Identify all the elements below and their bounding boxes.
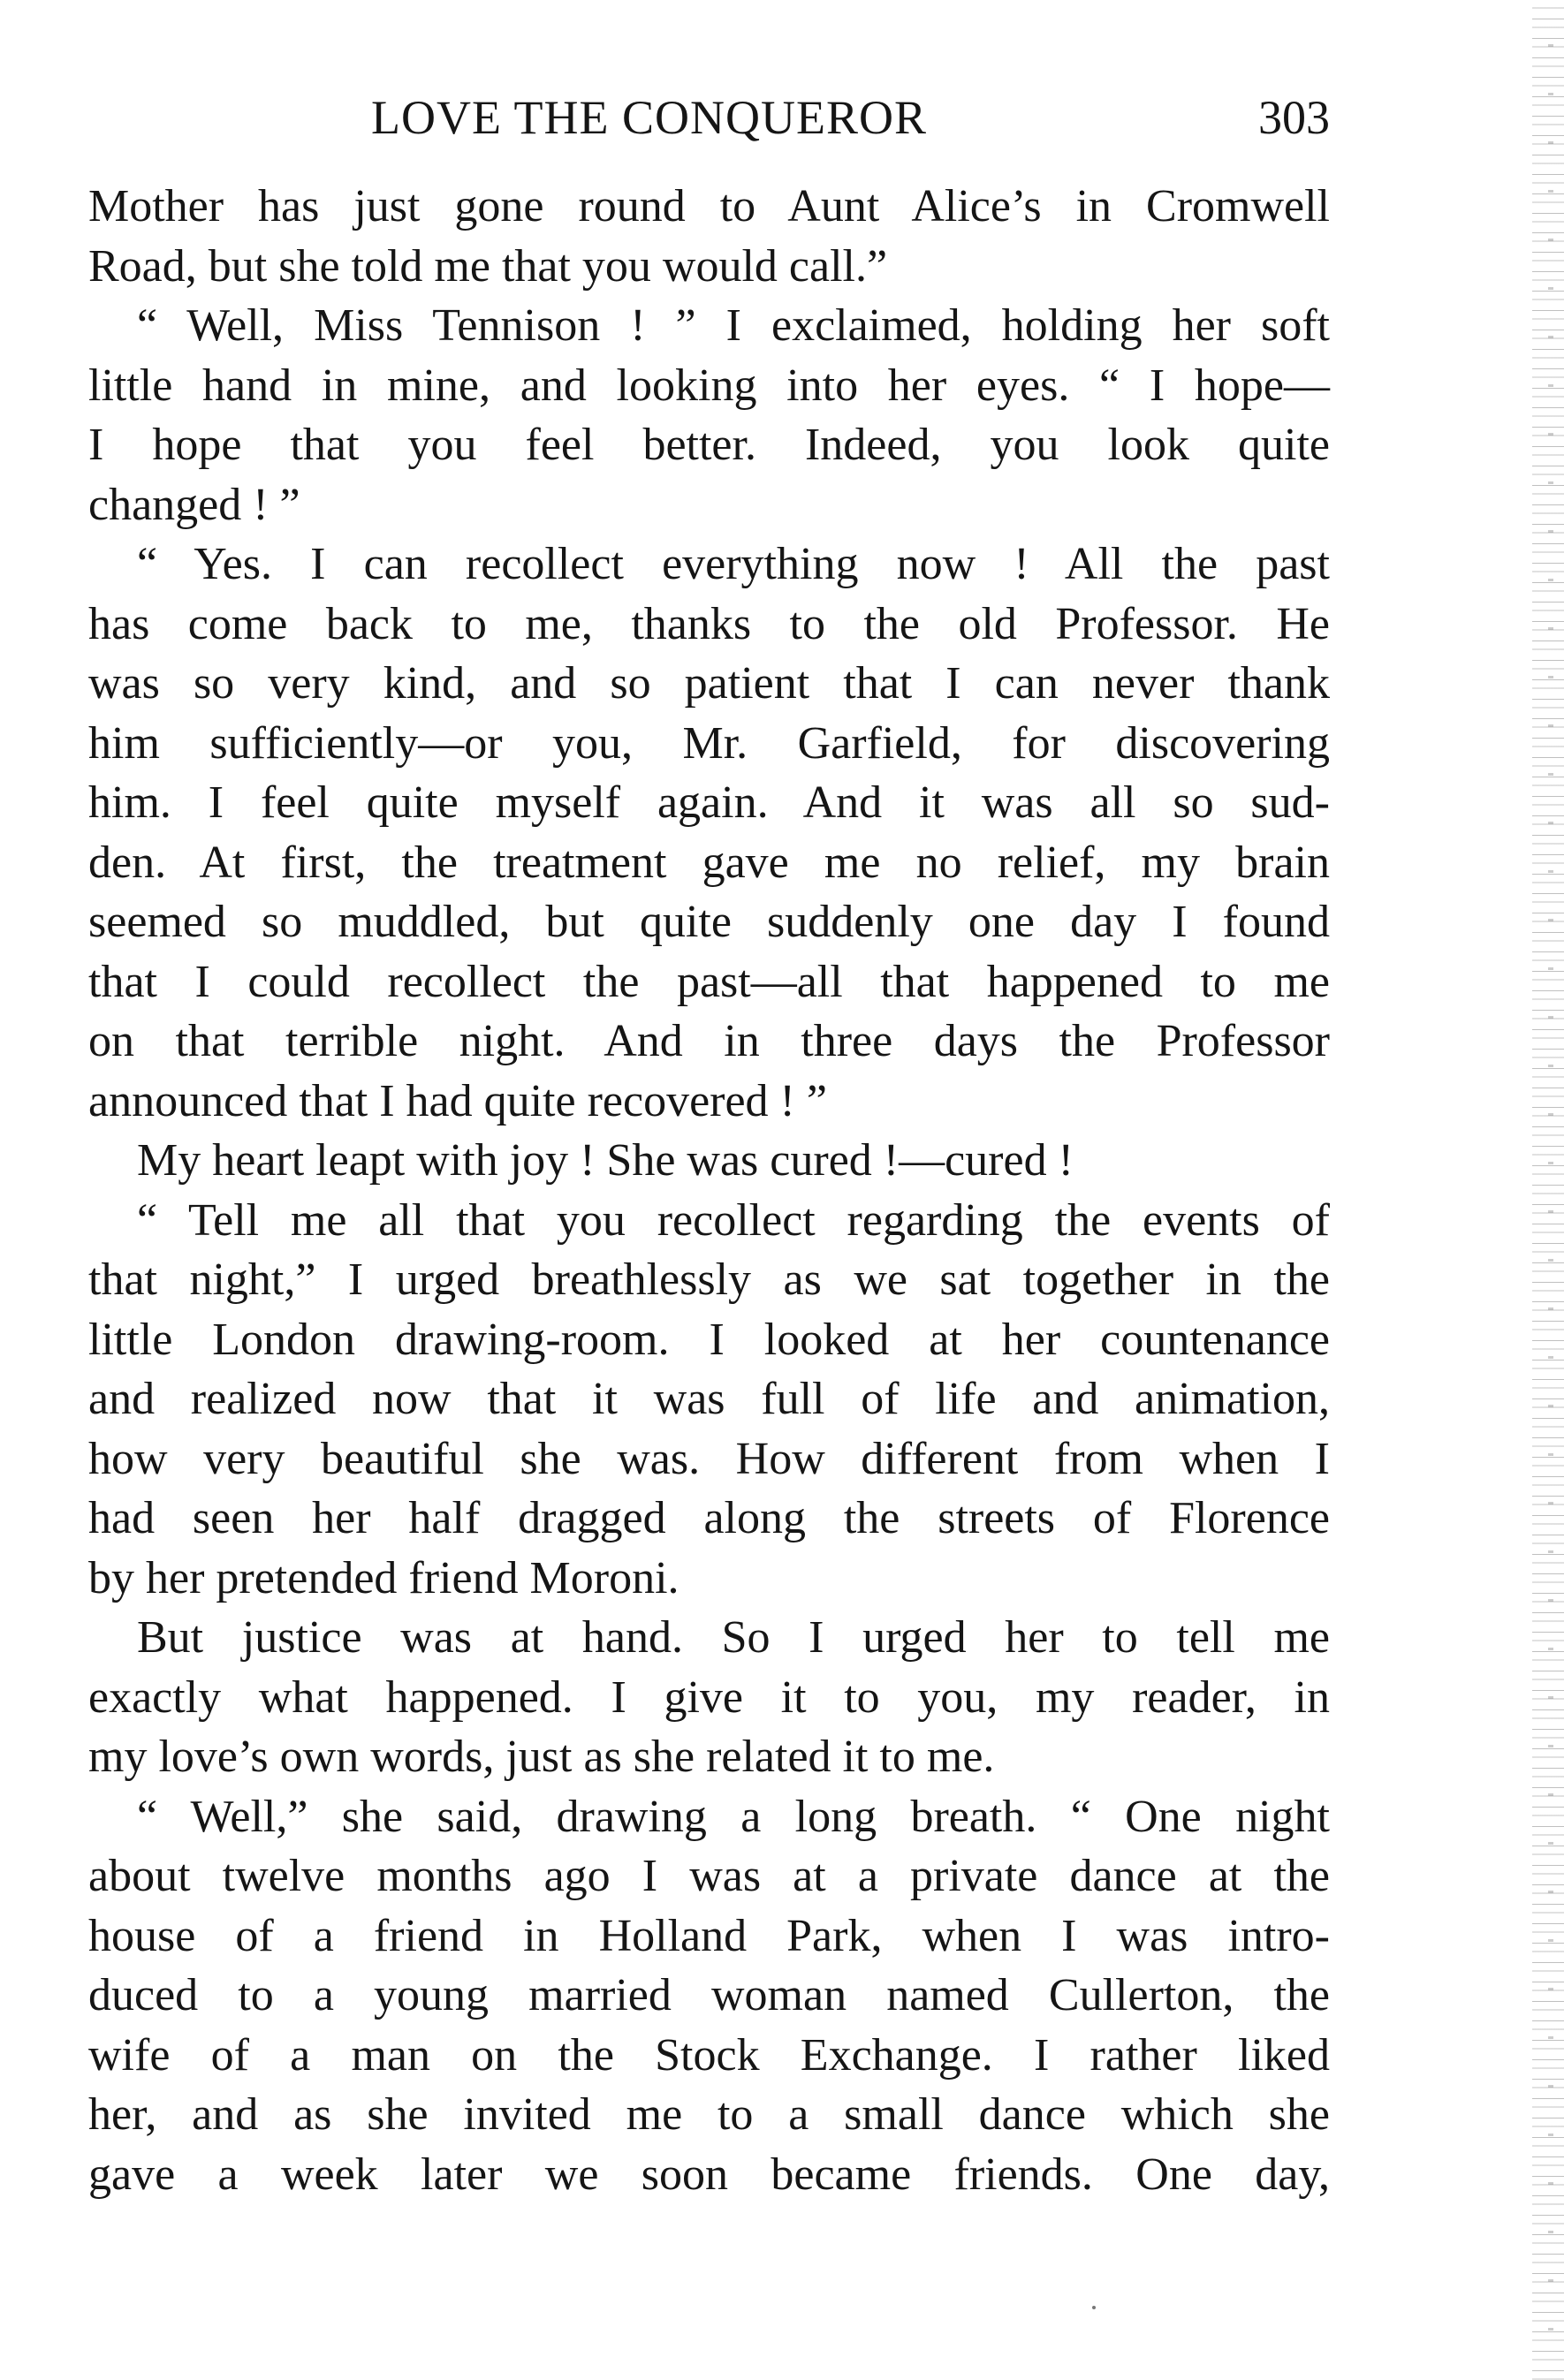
text-line: him. I feel quite myself again. And it was all so sud- [88,777,1330,828]
text-line: that I could recollect the past—all that happened to me [88,956,1330,1007]
text-line: Mother has just gone round to Aunt Alice’s in Cromwell [88,181,1330,231]
text-line: gave a week later we soon became friends. One day, [88,2149,1330,2200]
text-line: him sufficiently—or you, Mr. Garfield, for discovering [88,717,1330,769]
text-line: seemed so muddled, but quite suddenly one day I found [88,897,1330,947]
text-line: My heart leapt with joy ! She was cured !—cured ! [137,1135,1074,1186]
text-line: “ Tell me all that you recollect regarding the events of [137,1194,1330,1246]
text-line: little hand in mine, and looking into her eyes. “ I hope— [88,360,1330,411]
text-line: “ Yes. I can recollect everything now ! All the past [137,539,1330,589]
text-line: exactly what happened. I give it to you, my reader, in [88,1671,1330,1723]
body-text [88,177,1330,2204]
text-line: But justice was at hand. So I urged her to tell me [137,1612,1330,1663]
text-line: “ Well, Miss Tennison ! ” I exclaimed, holding her soft [137,300,1330,351]
text-line: house of a friend in Holland Park, when I was intro- [88,1910,1330,1961]
text-line: my love’s own words, just as she related it to me. [88,1732,995,1782]
running-title: LOVE THE CONQUEROR [371,91,927,144]
ink-speck [1092,2306,1096,2309]
text-line: announced that I had quite recovered ! ” [88,1075,827,1126]
text-line: has come back to me, thanks to the old Professor. He [88,598,1330,649]
text-line: her, and as she invited me to a small dance which she [88,2089,1330,2140]
text-line: had seen her half dragged along the streets of Florence [88,1493,1330,1543]
text-line: on that terrible night. And in three days the Professor [88,1016,1330,1066]
text-line: about twelve months ago I was at a private dance at the [88,1851,1330,1901]
text-line: by her pretended friend Moroni. [88,1552,680,1603]
text-line: changed ! ” [88,479,300,530]
text-line: duced to a young married woman named Cullerton, the [88,1970,1330,2020]
text-line: wife of a man on the Stock Exchange. I rather liked [88,2029,1330,2081]
text-line: was so very kind, and so patient that I can never thank [88,658,1330,709]
text-line: I hope that you feel better. Indeed, you look quite [88,420,1330,470]
text-line: little London drawing-room. I looked at her countenance [88,1314,1330,1365]
page-edge-shadow [1548,18,1553,2368]
text-line: “ Well,” she said, drawing a long breath. “ One night [137,1791,1330,1842]
text-line: den. At first, the treatment gave me no relief, my brain [88,837,1330,888]
page-number: 303 [1258,91,1330,144]
text-line: that night,” I urged breathlessly as we sat together in the [88,1254,1330,1305]
text-line: and realized now that it was full of life and animation, [88,1374,1330,1424]
text-line: how very beautiful she was. How different from when I [88,1433,1330,1484]
text-line: Road, but she told me that you would call.” [88,240,888,292]
page-header [88,87,1330,148]
